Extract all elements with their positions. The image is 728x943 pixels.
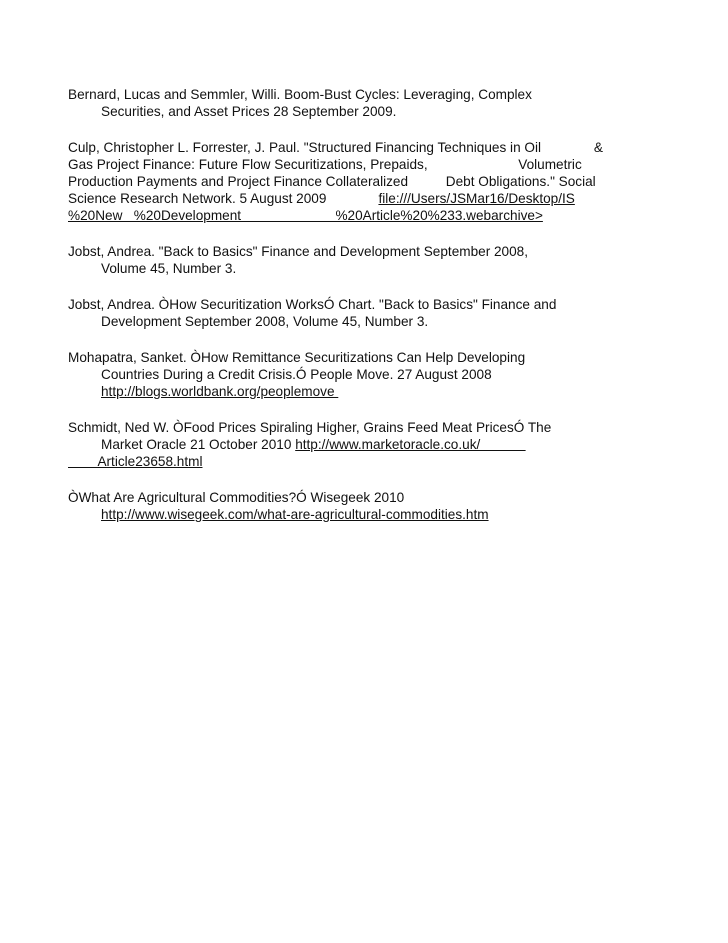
reference-line: Bernard, Lucas and Semmler, Willi. Boom-Bust Cycles: Leveraging, Complex [68, 87, 532, 102]
reference-schmidt [68, 419, 551, 470]
reference-link[interactable]: http://blogs.worldbank.org/peoplemove [101, 384, 339, 399]
reference-line [68, 383, 525, 400]
reference-line: Volume 45, Number 3. [101, 261, 237, 276]
reference-line [68, 190, 603, 207]
reference-line [68, 207, 603, 224]
reference-wisegeek [68, 489, 489, 523]
reference-line [68, 436, 551, 453]
reference-line: Development September 2008, Volume 45, Number 3. [101, 314, 429, 329]
reference-line: ÒWhat Are Agricultural Commodities?Ó Wisegeek 2010 [68, 490, 405, 505]
reference-bernard [68, 86, 532, 120]
reference-link[interactable]: file:///Users/JSMar16/Desktop/IS [378, 191, 575, 206]
reference-text: Culp, Christopher L. Forrester, J. Paul. "Structured Financing Techniques in Oil & [68, 140, 603, 155]
reference-line [68, 139, 603, 156]
reference-line: Securities, and Asset Prices 28 September 2009. [101, 104, 397, 119]
reference-line: Jobst, Andrea. ÒHow Securitization WorksÓ Chart. "Back to Basics" Finance and [68, 297, 557, 312]
reference-mohapatra [68, 349, 525, 400]
reference-text: Market Oracle 21 October 2010 [101, 437, 296, 452]
reference-link[interactable]: %20New %20Development %20Article%20%233.webarchive> [68, 208, 543, 223]
reference-line: Schmidt, Ned W. ÒFood Prices Spiraling Higher, Grains Feed Meat PricesÓ The [68, 420, 552, 435]
reference-line [68, 506, 489, 523]
reference-jobst-1 [68, 243, 528, 277]
reference-line: Countries During a Credit Crisis.Ó People Move. 27 August 2008 [101, 367, 492, 382]
reference-line: Jobst, Andrea. "Back to Basics" Finance and Development September 2008, [68, 244, 529, 259]
reference-link[interactable]: http://www.marketoracle.co.uk/ [295, 437, 526, 452]
reference-culp [68, 139, 603, 224]
reference-link[interactable]: http://www.wisegeek.com/what-are-agricultural-commodities.htm [101, 507, 489, 522]
reference-link[interactable]: Article23658.html [68, 454, 203, 469]
reference-line: Production Payments and Project Finance Collateralized Debt Obligations." Social [68, 174, 596, 189]
reference-line: Mohapatra, Sanket. ÒHow Remittance Securitizations Can Help Developing [68, 350, 526, 365]
reference-text: Science Research Network. 5 August 2009 [68, 191, 327, 206]
reference-line: Gas Project Finance: Future Flow Securitizations, Prepaids, Volumetric [68, 157, 582, 172]
reference-jobst-2 [68, 296, 556, 330]
reference-line [68, 453, 551, 470]
